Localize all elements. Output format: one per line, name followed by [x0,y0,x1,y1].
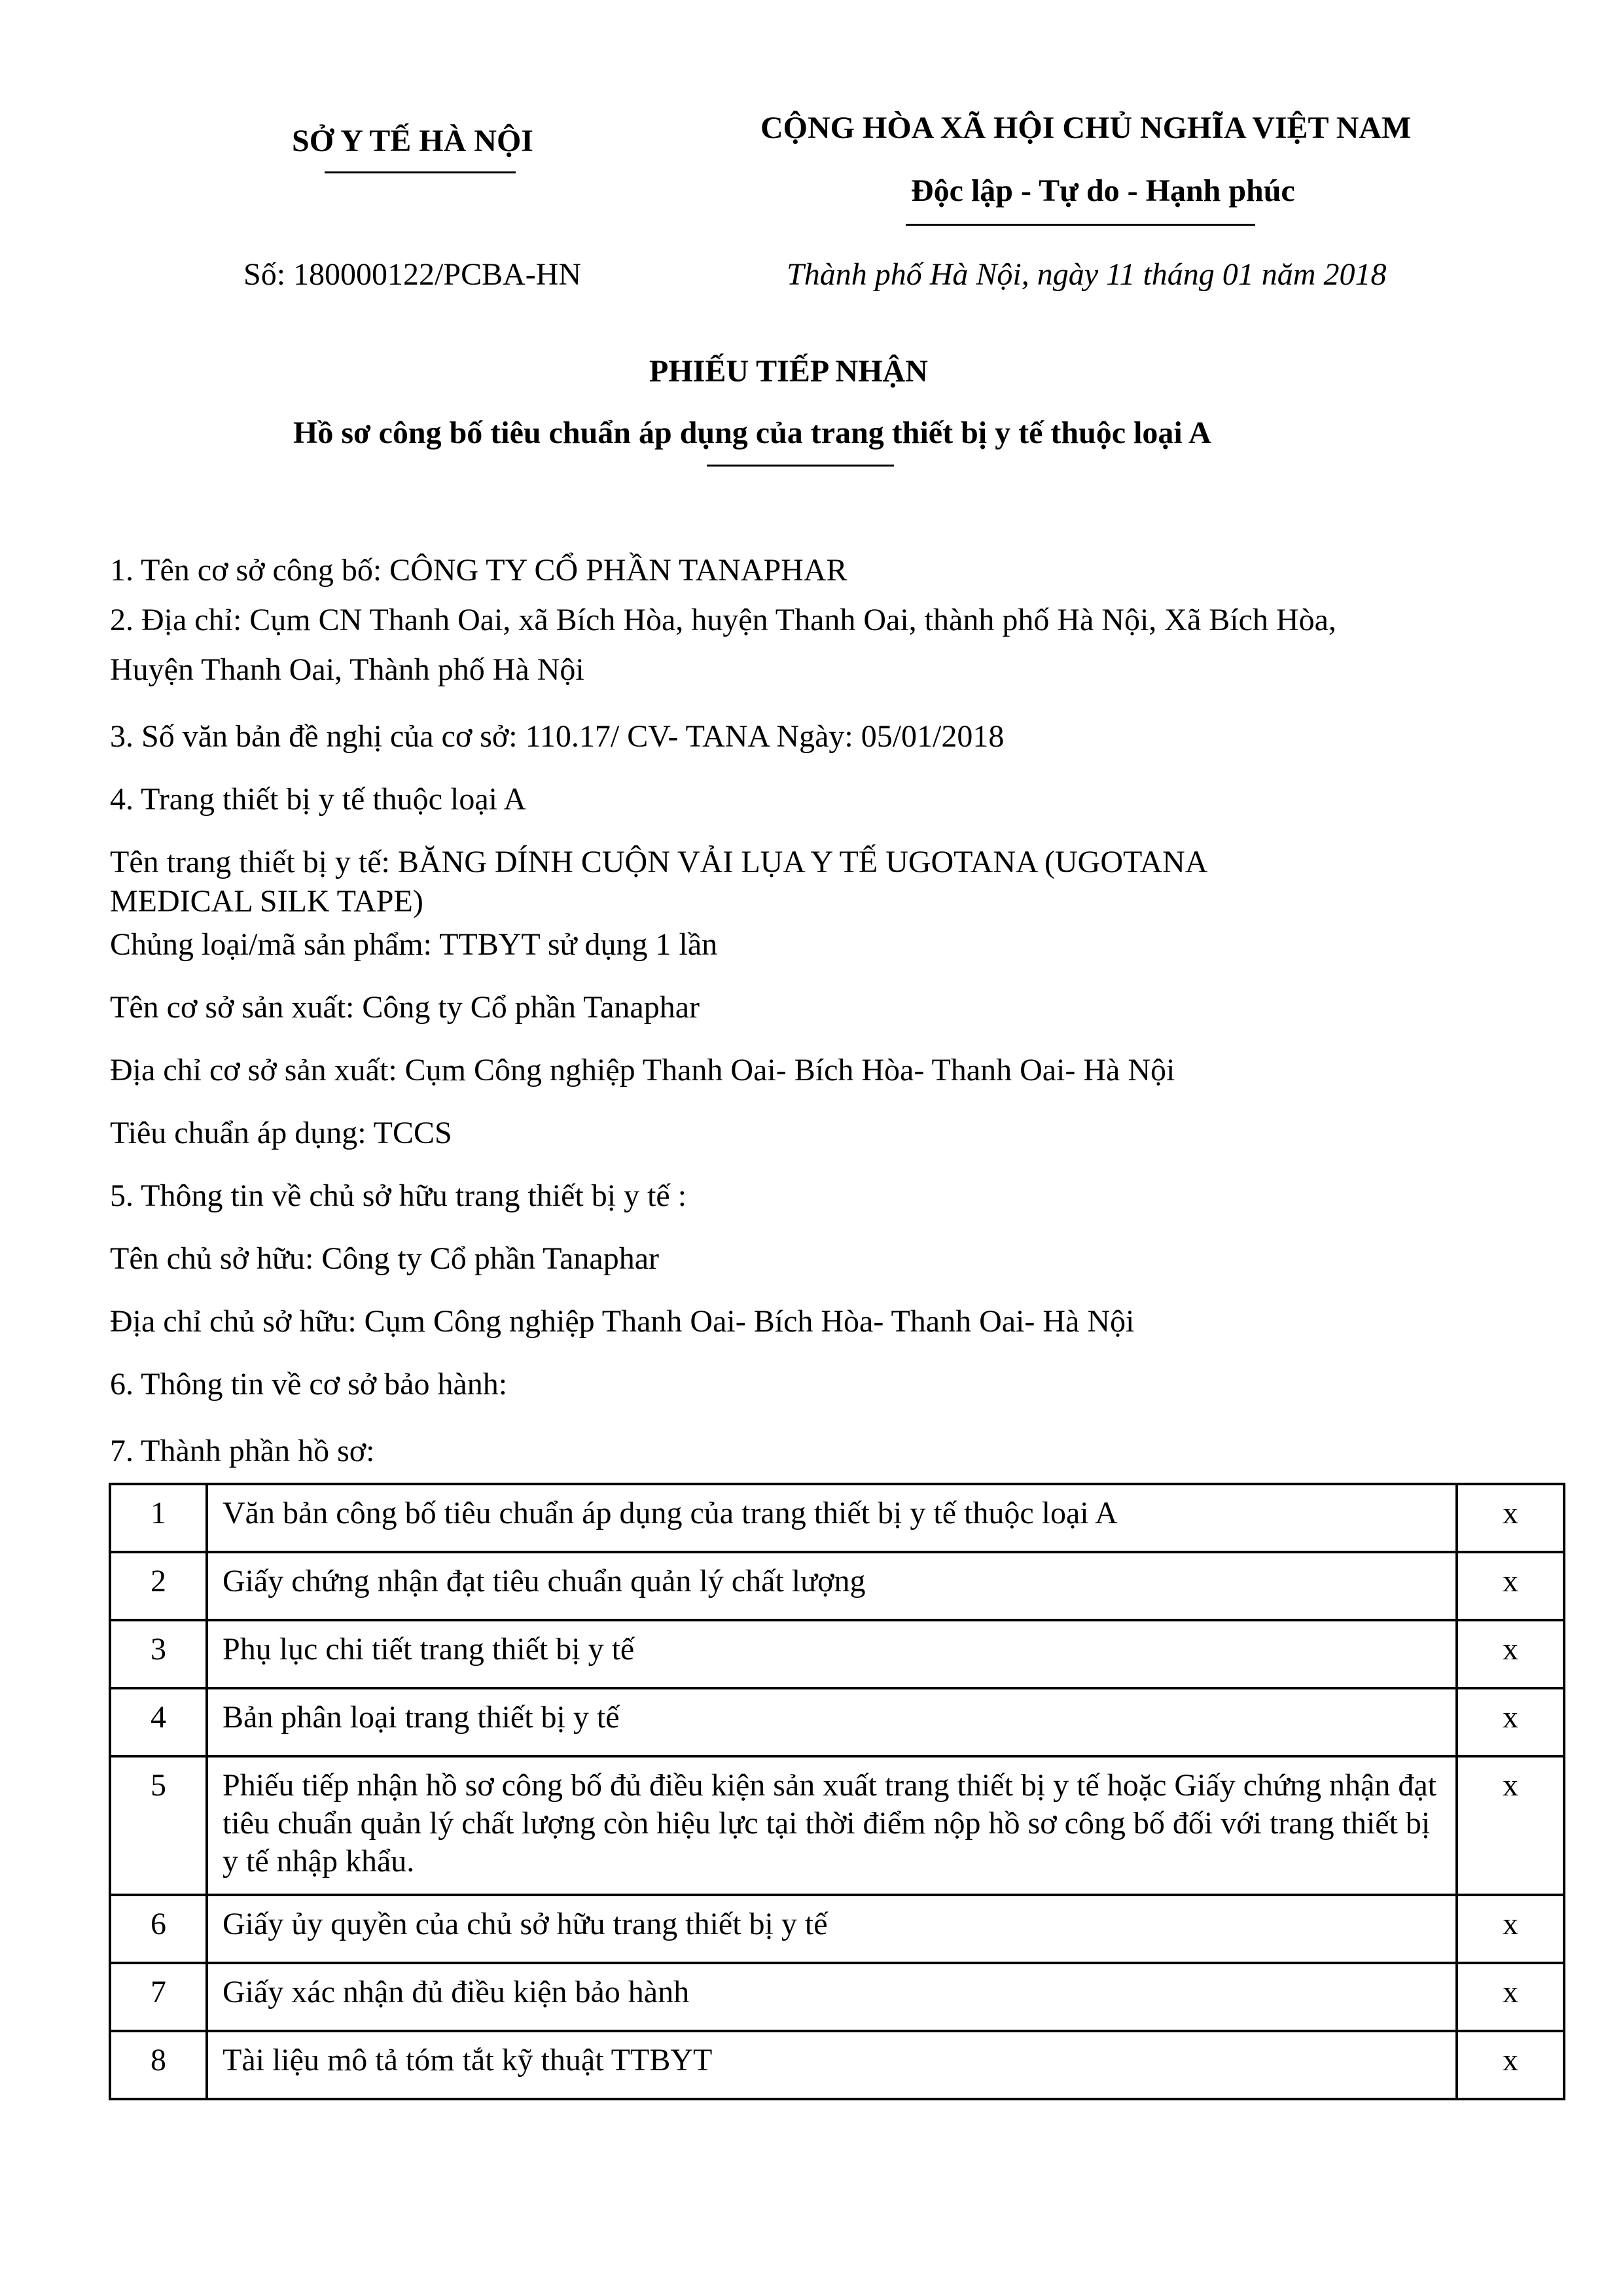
table-row [110,1756,1564,1895]
document-name: Bản phân loại trang thiết bị y tế [207,1688,1457,1756]
owner-address: Địa chỉ chủ sở hữu: Cụm Công nghiệp Thanh Oai- Bích Hòa- Thanh Oai- Hà Nội [110,1304,1135,1339]
check-mark: x [1457,1484,1564,1552]
place-and-date: Thành phố Hà Nội, ngày 11 tháng 01 năm 2018 [787,257,1387,292]
subtitle-underline [707,465,894,467]
entity-address-line2: Huyện Thanh Oai, Thành phố Hà Nội [110,652,584,687]
device-name-line1: Tên trang thiết bị y tế: BĂNG DÍNH CUỘN VẢI LỤA Y TẾ UGOTANA (UGOTANA [110,845,1208,879]
table-row [110,1688,1564,1756]
row-number: 3 [110,1620,207,1688]
table-row [110,1963,1564,2031]
table-row [110,1620,1564,1688]
device-type: Chủng loại/mã sản phẩm: TTBYT sử dụng 1 lần [110,927,718,962]
row-number: 1 [110,1484,207,1552]
agency-name: SỞ Y TẾ HÀ NỘI [292,124,533,158]
document-name: Giấy chứng nhận đạt tiêu chuẩn quản lý chất lượng [207,1552,1457,1620]
agency-underline [325,171,516,173]
check-mark: x [1457,1895,1564,1963]
check-mark: x [1457,1963,1564,2031]
document-number: Số: 180000122/PCBA-HN [243,257,582,292]
document-name: Phiếu tiếp nhận hồ sơ công bố đủ điều kiện sản xuất trang thiết bị y tế hoặc Giấy chứng nhận đạt tiêu chuẩn quản lý chất lượng còn hiệu lực tại thời điểm nộp hồ sơ công bố đối với trang thiết bị y tế nhập khẩu. [207,1756,1457,1895]
applied-standard: Tiêu chuẩn áp dụng: TCCS [110,1116,452,1150]
owner-name: Tên chủ sở hữu: Công ty Cổ phần Tanaphar [110,1241,660,1276]
row-number: 8 [110,2031,207,2099]
row-number: 6 [110,1895,207,1963]
country-name: CỘNG HÒA XÃ HỘI CHỦ NGHĨA VIỆT NAM [760,111,1412,145]
warranty-info-heading: 6. Thông tin về cơ sở bảo hành: [110,1367,508,1402]
row-number: 5 [110,1756,207,1895]
table-row [110,1895,1564,1963]
manufacturer-address: Địa chỉ cơ sở sản xuất: Cụm Công nghiệp Thanh Oai- Bích Hòa- Thanh Oai- Hà Nội [110,1053,1175,1087]
motto-underline [906,224,1255,226]
national-motto: Độc lập - Tự do - Hạnh phúc [911,173,1295,208]
manufacturer-name: Tên cơ sở sản xuất: Công ty Cổ phần Tanaphar [110,990,700,1025]
check-mark: x [1457,1688,1564,1756]
document-name: Tài liệu mô tả tóm tắt kỹ thuật TTBYT [207,2031,1457,2099]
request-document-number: 3. Số văn bản đề nghị của cơ sở: 110.17/ CV- TANA Ngày: 05/01/2018 [110,719,1005,754]
table-row [110,1552,1564,1620]
table-row [110,2031,1564,2099]
declaring-entity: 1. Tên cơ sở công bố: CÔNG TY CỔ PHẦN TANAPHAR [110,553,847,588]
check-mark: x [1457,2031,1564,2099]
dossier-components-heading: 7. Thành phần hồ sơ: [110,1434,375,1468]
check-mark: x [1457,1756,1564,1895]
table-row [110,1484,1564,1552]
owner-info-heading: 5. Thông tin về chủ sở hữu trang thiết bị y tế : [110,1178,687,1213]
document-name: Giấy xác nhận đủ điều kiện bảo hành [207,1963,1457,2031]
form-title: PHIẾU TIẾP NHẬN [649,354,928,389]
entity-address-line1: 2. Địa chỉ: Cụm CN Thanh Oai, xã Bích Hòa, huyện Thanh Oai, thành phố Hà Nội, Xã Bích Hòa, [110,603,1336,637]
document-name: Giấy ủy quyền của chủ sở hữu trang thiết bị y tế [207,1895,1457,1963]
row-number: 4 [110,1688,207,1756]
document-name: Phụ lục chi tiết trang thiết bị y tế [207,1620,1457,1688]
device-name-line2: MEDICAL SILK TAPE) [110,884,423,919]
form-subtitle: Hồ sơ công bố tiêu chuẩn áp dụng của trang thiết bị y tế thuộc loại A [293,415,1211,450]
dossier-checklist-table [109,1483,1565,2100]
row-number: 2 [110,1552,207,1620]
check-mark: x [1457,1552,1564,1620]
device-class-heading: 4. Trang thiết bị y tế thuộc loại A [110,782,526,817]
row-number: 7 [110,1963,207,2031]
check-mark: x [1457,1620,1564,1688]
document-name: Văn bản công bố tiêu chuẩn áp dụng của trang thiết bị y tế thuộc loại A [207,1484,1457,1552]
